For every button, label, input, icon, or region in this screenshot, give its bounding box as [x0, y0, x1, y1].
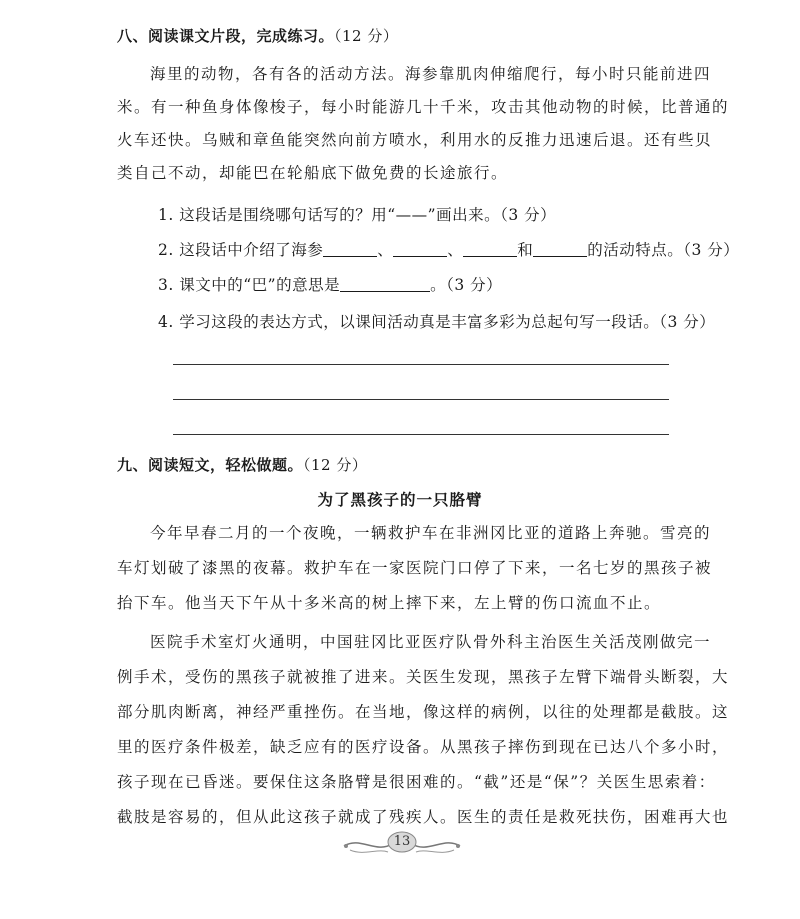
story-p1-line-2: 车灯划破了漆黑的夜幕。救护车在一家医院门口停了下来，一名七岁的黑孩子被	[117, 559, 713, 577]
story-p2-line-1: 医院手术室灯火通明，中国驻冈比亚医疗队骨外科主治医生关活茂刚做完一	[150, 633, 712, 651]
section-8-score: （12 分）	[334, 27, 399, 45]
section-8-heading	[117, 25, 398, 46]
story-p2-line-4: 里的医疗条件极差，缺乏应有的医疗设备。从黑孩子摔伤到现在已达八个多小时，	[117, 738, 730, 756]
question-2-blank-2[interactable]	[393, 242, 447, 257]
question-2	[158, 238, 739, 260]
story-p1-line-1: 今年早春二月的一个夜晚，一辆救护车在非洲冈比亚的道路上奔驰。雪亮的	[150, 524, 712, 542]
page-number: 13	[393, 834, 411, 849]
question-2-sep-2: 、	[447, 241, 464, 259]
section-8-passage-line-4: 类自己不动，却能巴在轮船底下做免费的长途旅行。	[117, 164, 509, 182]
section-8-passage-line-2: 米。有一种鱼身体像梭子，每小时能游几十千米，攻击其他动物的时候，比普通的	[117, 98, 730, 116]
question-2-blank-4[interactable]	[533, 242, 587, 257]
question-3-suffix: 。（3 分）	[430, 276, 503, 294]
question-2-and: 和	[517, 241, 534, 259]
question-1: 1. 这段话是围绕哪句话写的？用“——”画出来。（3 分）	[158, 206, 557, 224]
question-3	[158, 273, 502, 295]
question-3-blank[interactable]	[340, 277, 430, 292]
question-2-sep-1: 、	[377, 241, 394, 259]
story-p2-line-2: 例手术，受伤的黑孩子就被推了进来。关医生发现，黑孩子左臂下端骨头断裂，大	[117, 668, 730, 686]
question-2-prefix: 2. 这段话中介绍了海参	[158, 241, 324, 259]
story-p2-line-5: 孩子现在已昏迷。要保住这条胳臂是很困难的。“截”还是“保”？关医生思索着：	[117, 773, 716, 791]
question-2-suffix: 的活动特点。（3 分）	[587, 241, 740, 259]
question-2-blank-3[interactable]	[463, 242, 517, 257]
section-9-heading-text: 九、阅读短文，轻松做题。	[117, 456, 304, 474]
answer-line-2[interactable]	[173, 399, 669, 400]
answer-line-3[interactable]	[173, 434, 669, 435]
answer-line-1[interactable]	[173, 364, 669, 365]
story-title: 为了黑孩子的一只胳臂	[317, 491, 483, 509]
section-9-heading	[117, 454, 367, 475]
story-p2-line-6: 截肢是容易的，但从此这孩子就成了残疾人。医生的责任是救死扶伤，困难再大也	[117, 808, 730, 826]
section-9-score: （12 分）	[303, 456, 368, 474]
question-4: 4. 学习这段的表达方式，以课间活动真是丰富多彩为总起句写一段话。（3 分）	[158, 313, 716, 331]
story-p1-line-3: 抬下车。他当天下午从十多米高的树上摔下来，左上臂的伤口流血不止。	[117, 594, 662, 612]
section-8-heading-text: 八、阅读课文片段，完成练习。	[117, 27, 335, 45]
question-2-blank-1[interactable]	[323, 242, 377, 257]
story-p2-line-3: 部分肌肉断离，神经严重挫伤。在当地，像这样的病例，以往的处理都是截肢。这	[117, 703, 730, 721]
section-8-passage-line-1: 海里的动物，各有各的活动方法。海参靠肌肉伸缩爬行，每小时只能前进四	[150, 65, 712, 83]
question-3-prefix: 3. 课文中的“巴”的意思是	[158, 276, 341, 294]
section-8-passage-line-3: 火车还快。乌贼和章鱼能突然向前方喷水，利用水的反推力迅速后退。还有些贝	[117, 131, 713, 149]
